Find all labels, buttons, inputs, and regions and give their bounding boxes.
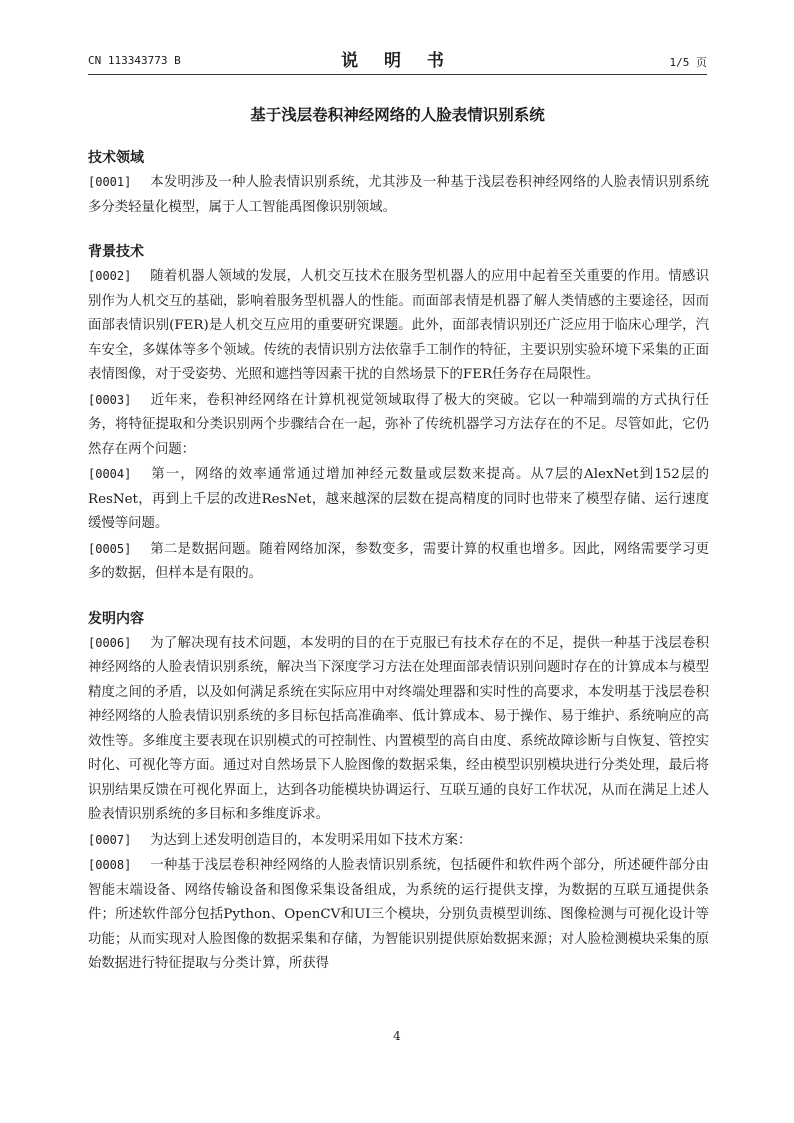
paragraph	[88, 631, 709, 828]
paragraph	[88, 853, 709, 977]
paragraph	[88, 170, 709, 220]
paragraph-text: 为达到上述发明创造目的，本发明采用如下技术方案：	[150, 832, 472, 848]
paragraph-number: [0004]	[88, 467, 132, 481]
paragraph-number: [0007]	[88, 832, 132, 847]
paragraph-number: [0002]	[88, 269, 132, 283]
paragraph	[88, 537, 709, 587]
paragraph-number: [0006]	[88, 635, 132, 650]
paragraph-number: [0008]	[88, 858, 132, 872]
paragraph	[88, 264, 709, 388]
section-heading: 背景技术	[88, 244, 144, 260]
paragraph-text: 为了解决现有技术问题，本发明的目的在于克服已有技术存在的不足，提供一种基于浅层卷积神经网络的人脸表情识别系统，解决当下深度学习方法在处理面部表情识别问题时存在的计算成本与模型精度之间的矛盾，以及如何满足系统在实际应用中对终端处理器和实时性的高要求，本发明基于浅层卷积神经网络的人脸表情识别系统的多目标包括高准确率、低计算成本、易于操作、易于维护、系统响应的高效性等。多维度主要表现在识别模式的可控制性、内置模型的高自由度、系统故障诊断与自恢复、管控实时化、可视化等方面。通过对自然场景下人脸图像的数据采集，经由模型识别模块进行分类处理，最后将识别结果反馈在可视化界面上，达到各功能模块协调运行、互联互通的良好工作状况，从而在满足上述人脸表情识别系统的多目标和多维度诉求。	[88, 635, 709, 822]
paragraph-number: [0001]	[88, 175, 132, 189]
document-title: 基于浅层卷积神经网络的人脸表情识别系统	[250, 106, 545, 124]
paragraph-text: 本发明涉及一种人脸表情识别系统，尤其涉及一种基于浅层卷积神经网络的人脸表情识别系统多分类轻量化模型，属于人工智能禹图像识别领域。	[88, 175, 709, 215]
document-type: 说 明 书	[341, 51, 454, 71]
header-divider	[88, 74, 707, 75]
section-technical-field	[88, 146, 709, 220]
paragraph	[88, 388, 709, 463]
paragraph-number: [0005]	[88, 541, 132, 556]
paragraph-number: [0003]	[88, 392, 132, 407]
paragraph	[88, 462, 709, 537]
section-heading: 技术领域	[88, 150, 144, 166]
paragraph-text: 随着机器人领域的发展，人机交互技术在服务型机器人的应用中起着至关重要的作用。情感识别作为人机交互的基础，影响着服务型机器人的性能。而面部表情是机器了解人类情感的主要途径，因而面部表情识别(FER)是人机交互应用的重要研究课题。此外，面部表情识别还广泛应用于临床心理学，汽车安全，多媒体等多个领域。传统的表情识别方法依靠手工制作的特征，主要识别实验环境下采集的正面表情图像，对于受姿势、光照和遮挡等因素干扰的自然场景下的FER任务存在局限性。	[88, 269, 709, 382]
patent-number: CN 113343773 B	[88, 54, 181, 67]
paragraph-text: 一种基于浅层卷积神经网络的人脸表情识别系统，包括硬件和软件两个部分，所述硬件部分由智能末端设备、网络传输设备和图像采集设备组成，为系统的运行提供支撑，为数据的互联互通提供条件；所述软件部分包括Python、OpenCV和UI三个模块，分别负责模型训练、图像检测与可视化设计等功能；从而实现对人脸图像的数据采集和存储，为智能识别提供原始数据来源；对人脸检测模块采集的原始数据进行特征提取与分类计算，所获得	[88, 858, 709, 971]
page-number: 4	[393, 1029, 401, 1043]
paragraph-text: 第一，网络的效率通常通过增加神经元数量或层数来提高。从7层的AlexNet到152层的ResNet，再到上千层的改进ResNet，越来越深的层数在提高精度的同时也带来了模型存储、运行速度缓慢等问题。	[88, 467, 709, 531]
document-body	[88, 146, 709, 977]
paragraph-text: 第二是数据问题。随着网络加深，参数变多，需要计算的权重也增多。因此，网络需要学习更多的数据，但样本是有限的。	[88, 541, 709, 581]
section-summary	[88, 607, 709, 977]
page-indicator: 1/5 页	[669, 56, 707, 69]
paragraph	[88, 828, 709, 854]
paragraph-text: 近年来，卷积神经网络在计算机视觉领域取得了极大的突破。它以一种端到端的方式执行任务，将特征提取和分类识别两个步骤结合在一起，弥补了传统机器学习方法存在的不足。尽管如此，它仍然存在两个问题：	[88, 392, 709, 457]
page-header	[88, 44, 707, 74]
section-heading: 发明内容	[88, 610, 144, 627]
section-background	[88, 240, 709, 587]
